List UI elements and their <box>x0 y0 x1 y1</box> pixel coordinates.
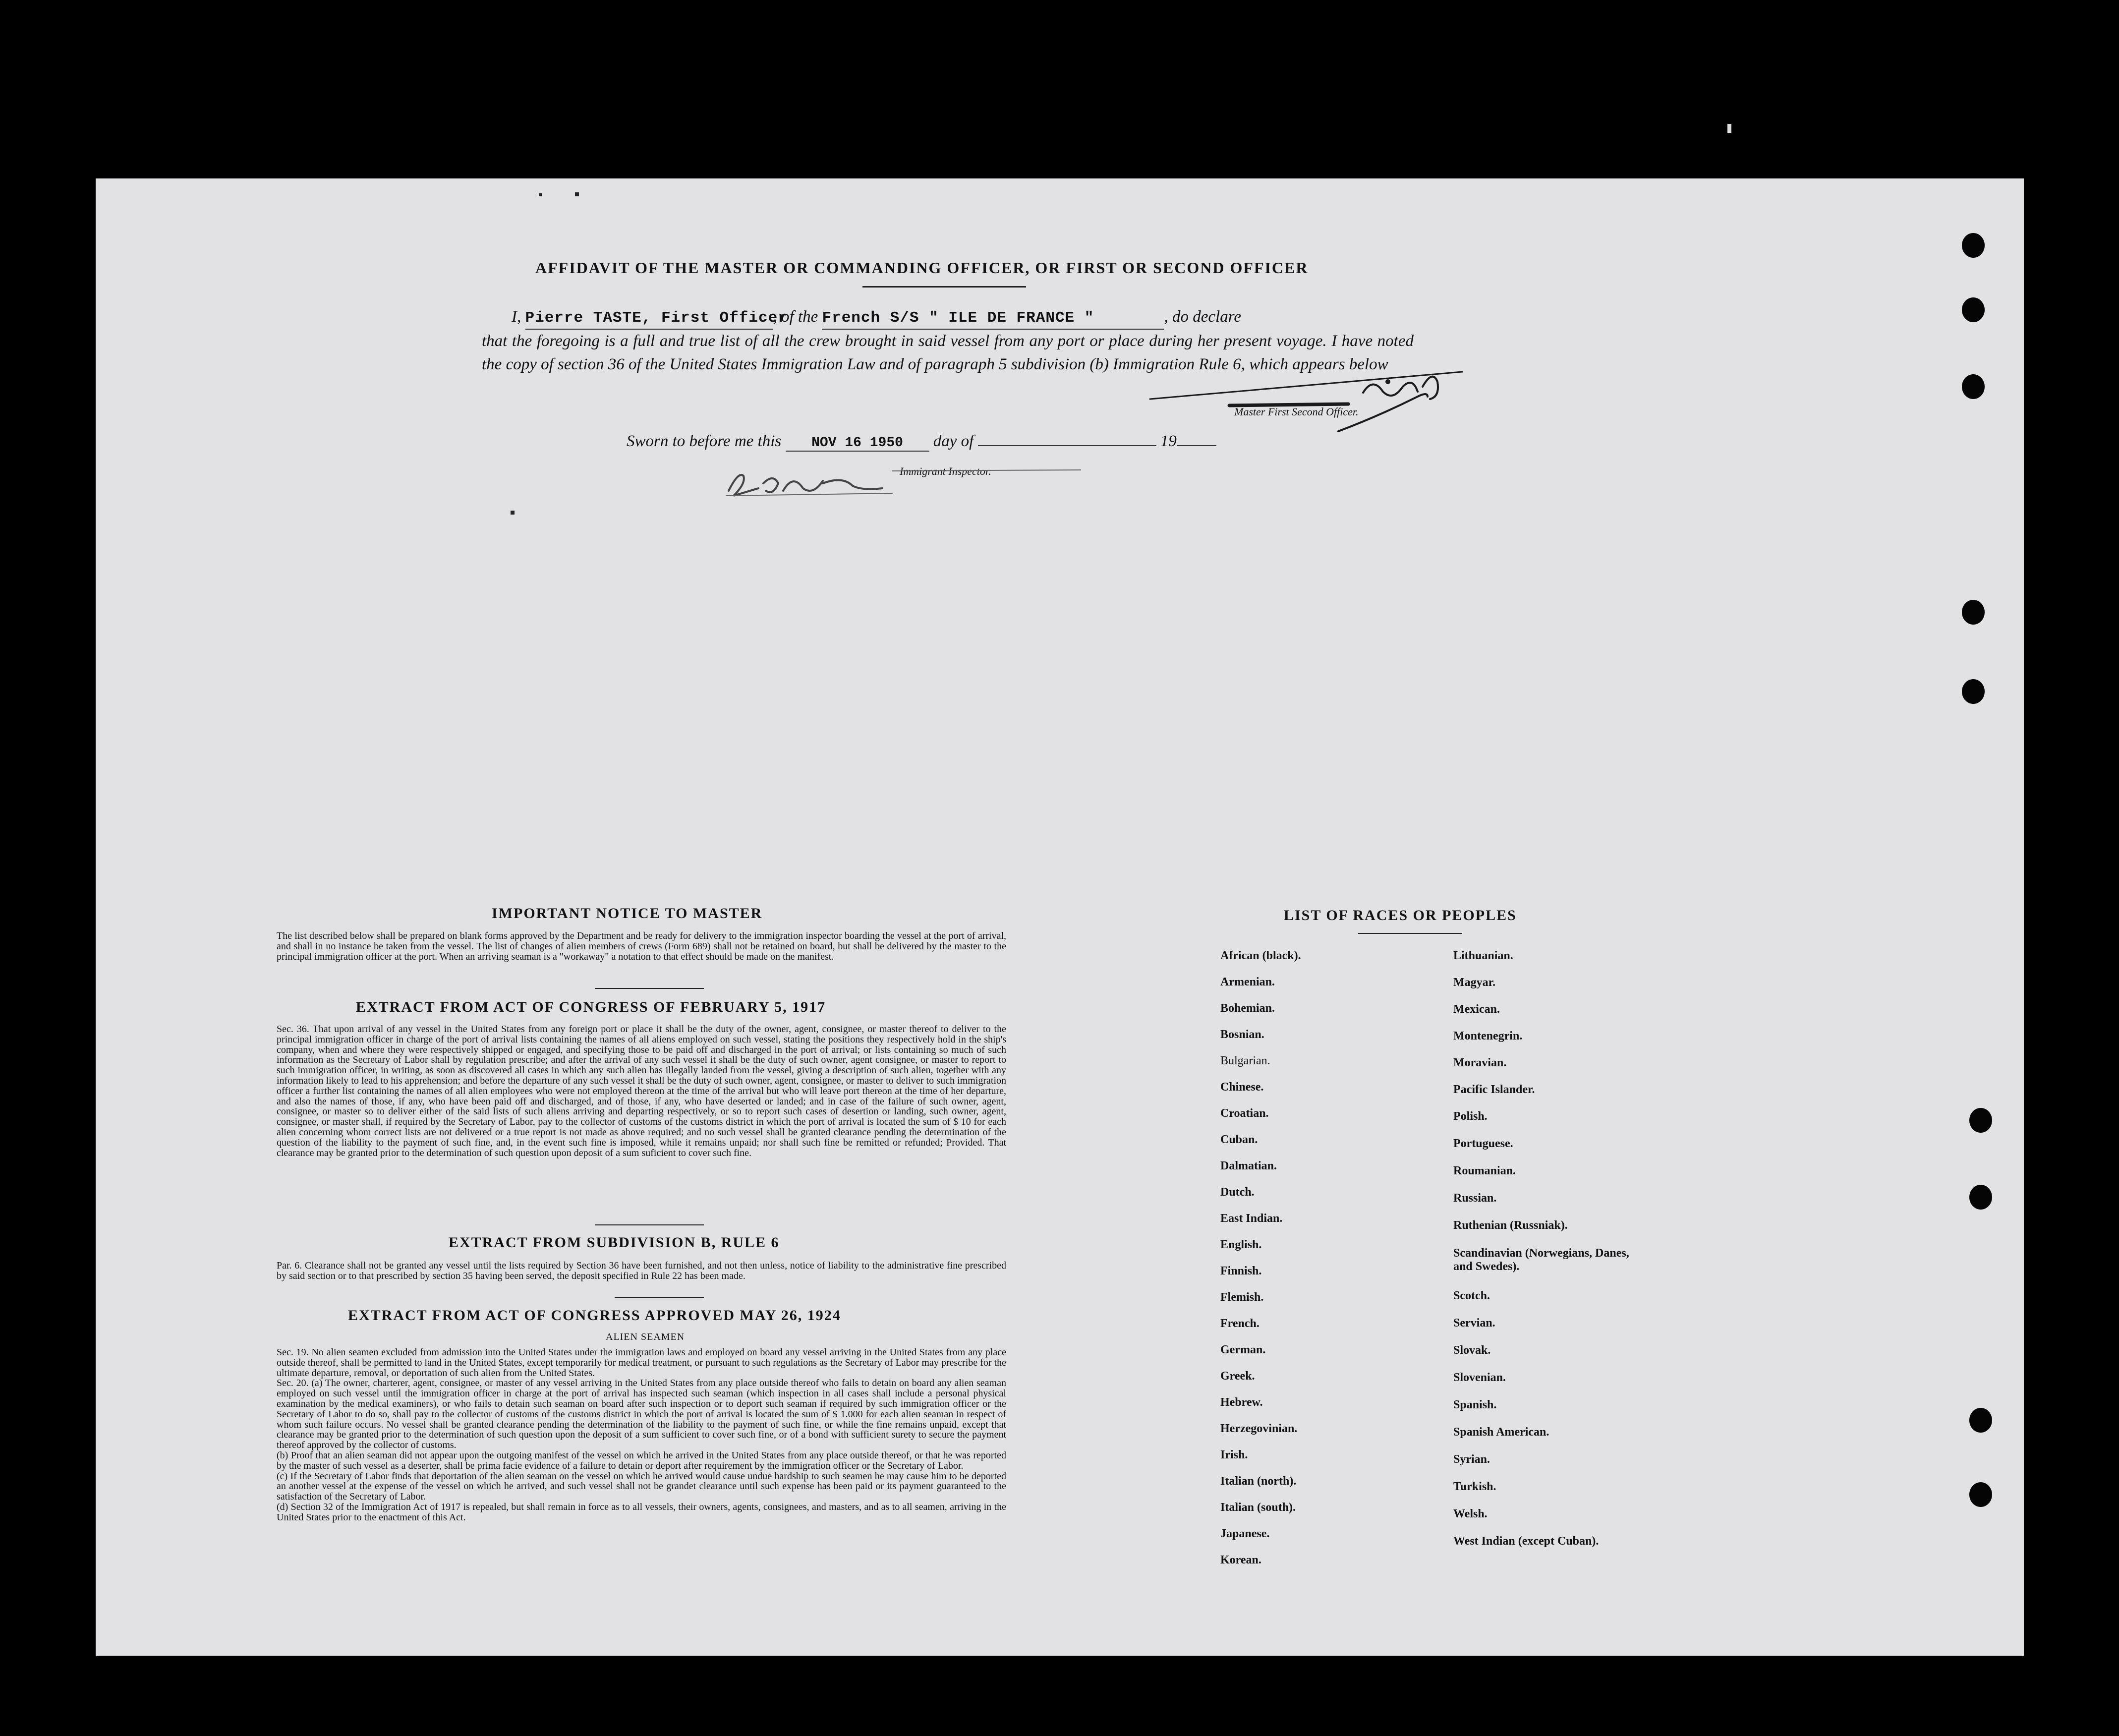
race-item: Slovak. <box>1453 1344 1491 1357</box>
sworn-prefix: Sworn to before me this <box>627 432 782 450</box>
sworn-day-of: day of <box>933 432 974 450</box>
race-item: Herzegovinian. <box>1220 1422 1298 1435</box>
race-item: Ruthenian (Russniak). <box>1453 1219 1568 1232</box>
affidavit-title: AFFIDAVIT OF THE MASTER OR COMMANDING OFFICER, OR FIRST OR SECOND OFFICER <box>535 259 1309 277</box>
race-item: Chinese. <box>1220 1081 1264 1094</box>
race-item: Magyar. <box>1453 976 1496 989</box>
inspector-signature <box>726 470 1081 496</box>
race-item: Montenegrin. <box>1453 1030 1523 1042</box>
divider <box>595 1224 704 1225</box>
sec19-text: Sec. 19. No alien seamen excluded from admission into the United States under the immigration laws and employed on board any vessel arriving in the United States from any place outside thereof, shall be permitted to land in the United States, except temporarily for medical treatment, or pursuant to such regulations as the Secretary of Labor may prescribe for the ultimate departure, removal, or deportation of such alien from the United States. <box>277 1347 1006 1379</box>
race-item: Portuguese. <box>1453 1137 1513 1150</box>
sworn-year: 19 <box>1160 432 1177 450</box>
sec20b-text: (b) Proof that an alien seaman did not appear upon the outgoing manifest of the vessel on which he arrived in the United States from any place outside thereof, or that he was reported by the master of such vessel as a deserter, shall be prima facie evidence of a failure to detain or deport after requirement by the immigration officer or the Secretary of Labor. <box>277 1449 1006 1471</box>
race-item: Lithuanian. <box>1453 949 1513 962</box>
race-item: Syrian. <box>1453 1453 1490 1466</box>
race-item: Spanish American. <box>1453 1426 1549 1439</box>
race-item: Italian (south). <box>1220 1501 1296 1514</box>
race-item: East Indian. <box>1220 1212 1283 1225</box>
divider <box>615 1297 704 1298</box>
race-item: Irish. <box>1220 1448 1248 1461</box>
race-item: West Indian (except Cuban). <box>1453 1535 1599 1548</box>
vessel-name: French S/S " ILE DE FRANCE " <box>822 309 1094 327</box>
race-item: Mexican. <box>1453 1003 1500 1016</box>
extract-1924-body <box>277 1347 1006 1523</box>
race-item: Greek. <box>1220 1370 1255 1383</box>
races-title: LIST OF RACES OR PEOPLES <box>1284 907 1517 924</box>
affidavit-line-suffix: , do declare <box>1164 308 1241 326</box>
extract-rule6-title: EXTRACT FROM SUBDIVISION B, RULE 6 <box>449 1234 780 1251</box>
race-item: Pacific Islander. <box>1453 1083 1535 1096</box>
extract-1924-title: EXTRACT FROM ACT OF CONGRESS APPROVED MAY 26, 1924 <box>348 1307 841 1324</box>
race-item: Cuban. <box>1220 1133 1258 1146</box>
race-item: English. <box>1220 1238 1262 1251</box>
race-item: Korean. <box>1220 1554 1261 1566</box>
race-item: African (black). <box>1220 949 1301 962</box>
race-item: Italian (north). <box>1220 1475 1297 1488</box>
race-item: Russian. <box>1453 1192 1497 1205</box>
race-item: French. <box>1220 1317 1260 1330</box>
race-item: Japanese. <box>1220 1527 1270 1540</box>
notice-title: IMPORTANT NOTICE TO MASTER <box>492 905 763 922</box>
notice-body: The list described below shall be prepared on blank forms approved by the Department and be ready for delivery to the immigration inspector boarding the vessel at the port of arrival, and shall in no instance be taken from the vessel. The list of changes of alien members of crews (Form 689) shall not be retained on board, but shall be delivered by the master to the principal immigration officer at the port. When an arriving seaman is a "workaway" a notation to that effect should be made on the manifest. <box>277 930 1006 962</box>
race-item: Bulgarian. <box>1220 1054 1270 1067</box>
sec20c-text: (c) If the Secretary of Labor finds that deportation of the alien seaman on the vessel on which he arrived would cause undue hardship to such seamen he may cause him to be deported an another vessel at the expense of the vessel on which he arrived, and such vessel shall not be grandet clearance until such expense has been paid or its payment guaranteed to the satisfaction of the Secretary of Labor. <box>277 1470 1006 1503</box>
race-item: Dalmatian. <box>1220 1159 1277 1172</box>
date-stamp: NOV 16 1950 <box>811 435 903 451</box>
extract-1917-title: EXTRACT FROM ACT OF CONGRESS OF FEBRUARY 5, 1917 <box>356 999 826 1015</box>
race-item: Polish. <box>1453 1110 1488 1123</box>
race-item: Turkish. <box>1453 1480 1496 1493</box>
sec20d-text: (d) Section 32 of the Immigration Act of 1917 is repealed, but shall remain in force as to all vessels, their owners, agents, consignees, and masters, and as to all seamen, arriving in the United States prior to the enactment of this Act. <box>277 1501 1006 1523</box>
races-title-rule <box>1358 933 1462 934</box>
race-item: Scotch. <box>1453 1289 1490 1302</box>
race-item: Armenian. <box>1220 976 1275 988</box>
officer-signature-caption: Master First Second Officer. <box>1234 405 1359 418</box>
race-item: Moravian. <box>1453 1056 1507 1069</box>
affidavit-line-mid: , of the <box>773 308 818 326</box>
race-item: Dutch. <box>1220 1186 1255 1199</box>
officer-name: Pierre TASTE, First Officer <box>525 309 788 327</box>
divider <box>595 988 704 989</box>
race-item: Bohemian. <box>1220 1002 1275 1015</box>
affidavit-line-prefix: I, <box>512 308 521 326</box>
race-item: Croatian. <box>1220 1107 1269 1120</box>
race-item: Finnish. <box>1220 1265 1262 1277</box>
race-item: Servian. <box>1453 1317 1495 1330</box>
race-item: Spanish. <box>1453 1398 1497 1411</box>
race-item: Bosnian. <box>1220 1028 1264 1041</box>
extract-rule6-body: Par. 6. Clearance shall not be granted any vessel until the lists required by Section 36 have been furnished, and not then unless, notice of liability to the administrative fine prescribed by said section or to that prescribed by section 35 having been served, the deposit specified in Rule 22 has been made. <box>277 1260 1006 1281</box>
alien-seamen-subtitle: ALIEN SEAMEN <box>606 1331 685 1342</box>
race-item: German. <box>1220 1343 1266 1356</box>
race-item: Scandinavian (Norwegians, Danes, and Swedes). <box>1453 1247 1629 1273</box>
race-item: Hebrew. <box>1220 1396 1263 1409</box>
race-item: Slovenian. <box>1453 1371 1506 1384</box>
race-item: Flemish. <box>1220 1291 1264 1304</box>
extract-1917-body: Sec. 36. That upon arrival of any vessel in the United States from any foreign port or place it shall be the duty of the owner, agent, consignee, or master thereof to deliver to the principal immigration officer in charge of the port of arrival lists containing the names of all aliens employed on such vessel, stating the positions they respectively hold in the ship's company, when and where they were respectively shipped or engaged, and specifying those to be paid off and discharged in the port of arrival; or lists containing so much of such information as the Secretary of Labor shall by regulation prescribe; and after the arrival of any such vessel it shall be the duty of such owner, agent consignee, or master to report to such immigration officer, in writing, as soon as discovered all cases in which any such alien has illegally landed from the vessel, giving a description of such alien, together with any information likely to lead to his apprehension; and before the departure of any such vessel it shall be the duty of such owner, agent, consignee, or master to deliver to such immigration officer a further list containing the names of all alien employees who were not employed thereon at the time of the arrival but who will leave port thereon at the time of her departure, and also the names of those, if any, who have been paid off and discharged, and of those, if any, who have deserted or landed; and in case of the failure of such owner, agent, consignee, or master so to deliver either of the said lists of such aliens arriving and departing respectively, or so to report such cases of desertion or landing, such owner, agent, consignee, or master shall, if required by the Secretary of Labor, pay to the collector of customs of the customs district in which the port of arrival is located the sum of $ 10 for each alien concerning whom correct lists are not delivered or a true report is not made as above required; and no such vessel shall be granted clearance pending the determination of the question of the liability to the payment of such fine, and, in the event such fine is imposed, while it remains unpaid; nor shall such fine be remitted or refunded; Provided. That clearance may be granted prior to the determination of such question upon deposit of a sum suficient to cover such fine. <box>277 1024 1006 1158</box>
sec20a-text: Sec. 20. (a) The owner, charterer, agent, consignee, or master of any vessel arriving in the United States from any place outside thereof who fails to detain on board any alien seaman employed on such vessel until the immigration officer in charge at the port of arrival has inspected such seaman (which inspection in all cases shall include a personal physical examination by the medical examiners), or who fails to detain such seaman on board after such inspection or to deport such seaman if required by such immigration officer or the Secretary of Labor to do so, shall pay to the collector of customs of the customs district in which the port of arrival is located the sum of $ 1.000 for each alien seaman in respect of whom such failure occurs. No vessel shall be granted clearance pending the determination of the liability to the payment of such fine, or while the fine remains unpaid, except that clearance may be granted prior to the determination of such question upon the deposit of a sum sufficient to cover such fine, or of a bond with sufficient surety to secure the payment thereof approved by the collector of customs. <box>277 1378 1006 1451</box>
affidavit-body: that the foregoing is a full and true list of all the crew brought in said vessel from any port or place during her present voyage. I have noted the copy of section 36 of the United States Immigration Law and of paragraph 5 subdivision (b) Immigration Rule 6, which appears below <box>482 332 1414 373</box>
officer-signature <box>1150 372 1462 431</box>
inspector-caption: Immigrant Inspector. <box>900 465 991 477</box>
race-item: Roumanian. <box>1453 1164 1516 1177</box>
race-item: Welsh. <box>1453 1507 1488 1520</box>
